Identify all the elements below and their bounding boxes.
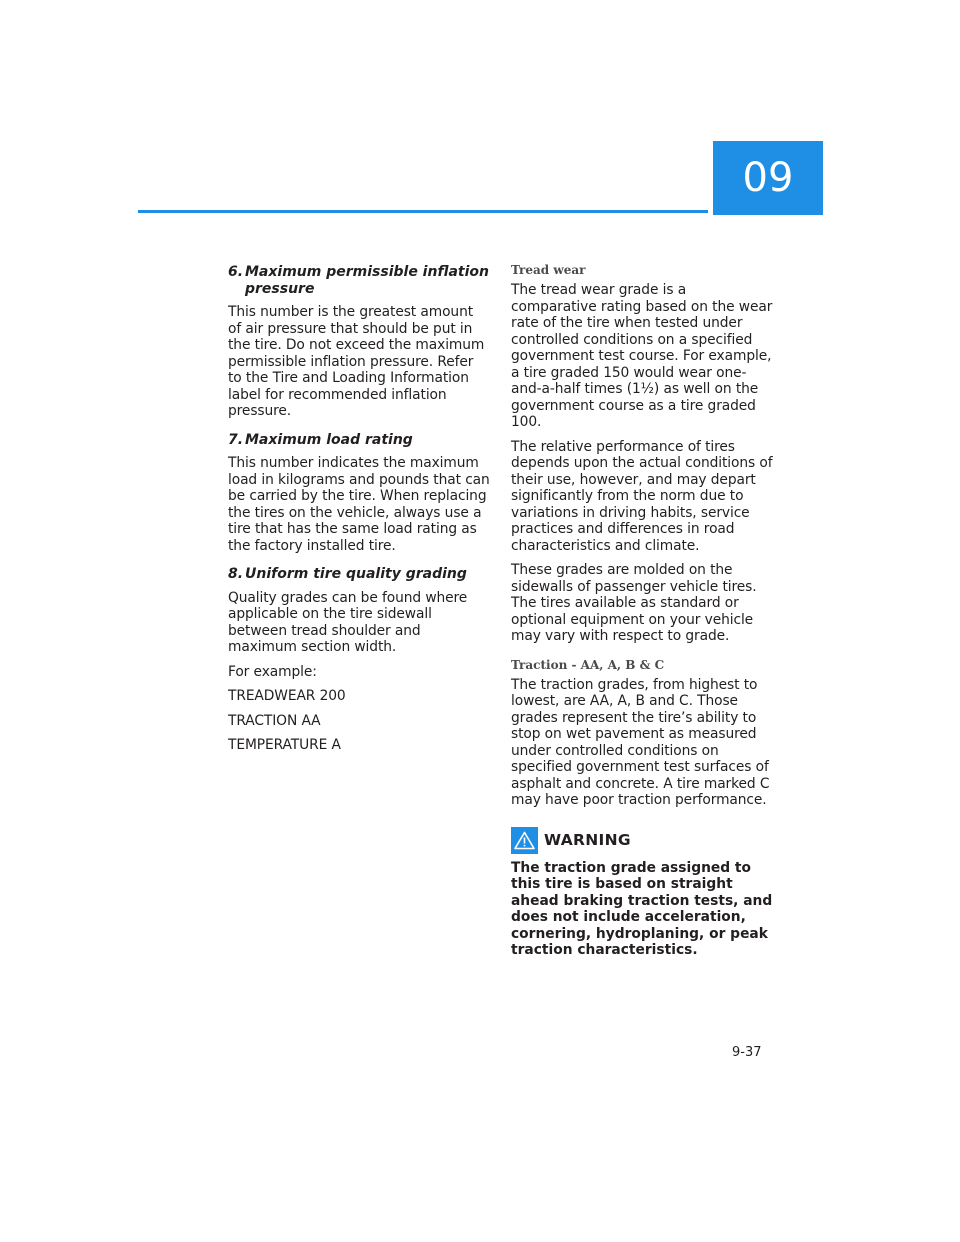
item-6-heading <box>228 264 490 297</box>
warning-triangle-icon <box>511 827 538 854</box>
tread-wear-paragraph: The relative performance of tires depends upon the actual conditions of their use, however, and may depart significantly from the norm due to variations in driving habits, service practices and differences in road characteristics and climate. <box>511 438 773 554</box>
item-8-heading <box>228 566 490 583</box>
item-8-number: 8. <box>228 566 244 582</box>
tread-wear-heading: Tread wear <box>511 263 586 277</box>
item-8-body: Quality grades can be found where applicable on the tire sidewall between tread shoulder and maximum section width. <box>228 589 468 655</box>
page-number: 9-37 <box>732 1045 762 1060</box>
item-6-number: 6. <box>228 264 244 280</box>
example-line: TEMPERATURE A <box>228 737 341 753</box>
item-7-number: 7. <box>228 431 244 448</box>
item-7-heading <box>228 432 490 449</box>
warning-header <box>511 827 773 854</box>
example-line: TREADWEAR 200 <box>228 688 346 704</box>
item-6-title: Maximum permissible inflation pressure <box>245 264 489 297</box>
right-column <box>511 262 773 959</box>
item-8-title: Uniform tire quality grading <box>245 566 467 582</box>
tread-wear-paragraph: The tread wear grade is a comparative rating based on the wear rate of the tire when tested under controlled conditions on a specified government test course. For example, a tire graded 150 would wear one-and-a-half times (1½) as well on the government course as a tire graded 100. <box>511 282 773 430</box>
example-intro: For example: <box>228 663 317 680</box>
warning-text: The traction grade assigned to this tire is based on straight ahead braking traction tests, and does not include acceleration, cornering, hydroplaning, or peak traction characteristics. <box>511 859 773 958</box>
traction-heading: Traction - AA, A, B & C <box>511 657 665 672</box>
left-column <box>228 262 490 762</box>
tread-wear-paragraph: These grades are molded on the sidewalls of passenger vehicle tires. The tires available as standard or optional equipment on your vehicle may vary with respect to grade. <box>511 562 757 644</box>
warning-title: WARNING <box>544 831 631 849</box>
chapter-number: 09 <box>742 155 794 201</box>
item-7-body: This number indicates the maximum load in kilograms and pounds that can be carried by the tire. When replacing the tires on the vehicle, always use a tire that has the same load rating as the factory installed tire. <box>228 455 490 554</box>
traction-paragraph: The traction grades, from highest to lowest, are AA, A, B and C. Those grades represent the tire’s ability to stop on wet pavement as measured under controlled conditions on specified government test surfaces of asphalt and concrete. A tire marked C may have poor traction performance. <box>511 676 770 808</box>
example-line: TRACTION AA <box>228 712 321 729</box>
item-6-body: This number is the greatest amount of air pressure that should be put in the tire. Do not exceed the maximum permissible inflation pressure. Refer to the Tire and Loading Information label for recommended inflation pressure. <box>228 304 485 419</box>
header-rule <box>138 210 708 213</box>
item-7-title: Maximum load rating <box>245 431 413 448</box>
chapter-tab <box>713 141 823 215</box>
